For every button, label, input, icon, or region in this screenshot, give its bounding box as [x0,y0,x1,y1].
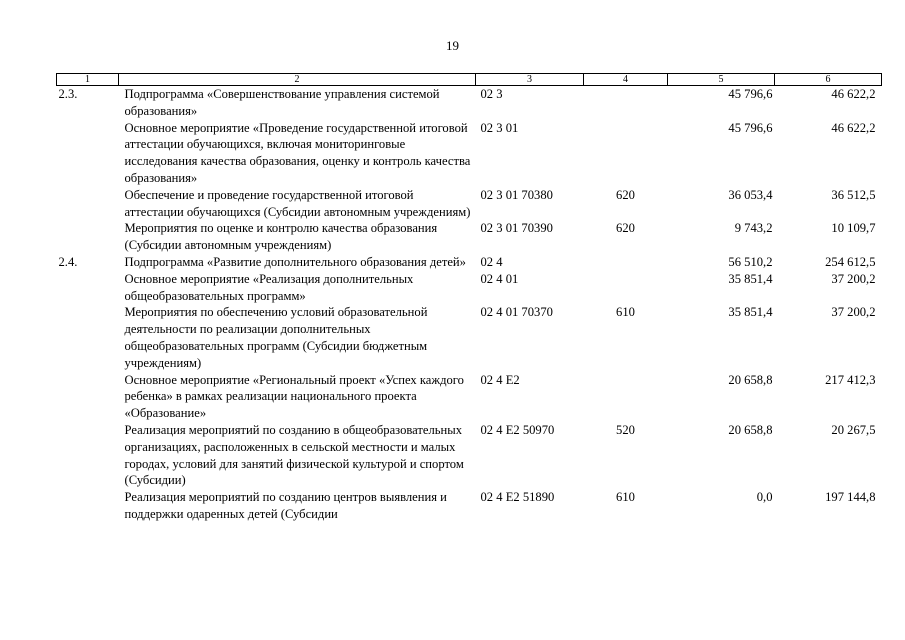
row-amount-col5: 20 658,8 [728,372,773,387]
row-amount-col5: 45 796,6 [728,87,773,101]
row-code: 02 3 01 70380 [480,187,553,202]
row-expense-type [584,120,668,187]
row-name: Основное мероприятие «Проведение государственной итоговой аттестации обучающихся, включая мониторинговые исследования качества образования, оценку и контроль качества образования» [124,120,471,185]
table-row [57,271,882,305]
row-code: 02 4 01 70370 [480,305,553,320]
row-amount-col6: 36 512,5 [831,187,876,202]
row-amount-col5: 45 796,6 [728,120,773,135]
row-name: Основное мероприятие «Реализация дополнительных общеобразовательных программ» [124,271,414,303]
row-code: 02 4 E2 50970 [480,422,555,437]
row-amount-col6: 46 622,2 [831,87,876,101]
row-number [57,220,119,254]
table-row [57,422,882,489]
row-number [57,187,119,221]
row-name: Мероприятия по обеспечению условий образовательной деятельности по реализации дополнительных общеобразовательных программ (Субсидии бюджетным учреждениям) [124,305,428,370]
column-header: 3 [476,74,584,86]
table-row [57,304,882,371]
row-amount-col6: 10 109,7 [831,221,876,236]
row-amount-col5: 9 743,2 [734,221,773,236]
row-expense-type: 620 [616,221,635,236]
table-body [57,86,882,523]
table-row [57,220,882,254]
row-number [57,372,119,422]
row-number [57,120,119,187]
row-number: 2.3. [58,87,78,101]
row-code: 02 4 E2 51890 [480,490,555,505]
table-header [57,74,882,86]
row-amount-col6: 197 144,8 [825,490,876,505]
row-amount-col6: 254 612,5 [825,254,876,269]
table-row [57,86,882,120]
row-code: 02 4 01 [480,271,519,286]
row-expense-type: 610 [616,305,635,320]
row-number: 2.4. [58,254,78,269]
row-code: 02 4 [480,254,503,269]
row-amount-col5: 35 851,4 [728,305,773,320]
page-number: 19 [446,38,459,53]
row-expense-type: 620 [616,187,635,202]
row-name: Реализация мероприятий по созданию в общеобразовательных организациях, расположенных в сельской местности и малых городах, условий для занятий физической культурой и спортом (Субсидии) [124,422,464,488]
column-header: 5 [668,74,775,86]
table-row [57,372,882,422]
column-header: 6 [775,74,882,86]
row-expense-type: 610 [616,490,635,505]
row-expense-type: 520 [616,422,635,437]
row-amount-col5: 36 053,4 [728,187,773,202]
row-number [57,271,119,305]
budget-table [56,73,882,523]
column-header: 2 [119,74,476,86]
row-name: Обеспечение и проведение государственной итоговой аттестации обучающихся (Субсидии автономным учреждениям) [124,187,471,219]
column-header: 4 [584,74,668,86]
row-amount-col6: 37 200,2 [831,305,876,320]
row-name: Реализация мероприятий по созданию центров выявления и поддержки одаренных детей (Субсидии [124,490,447,521]
row-code: 02 4 E2 [480,372,520,387]
row-name: Подпрограмма «Развитие дополнительного образования детей» [124,254,466,269]
row-code: 02 3 [480,87,503,101]
table-row [57,120,882,187]
row-code: 02 3 01 [480,120,519,135]
row-amount-col6: 217 412,3 [825,372,876,387]
row-amount-col6: 37 200,2 [831,271,876,286]
row-name: Подпрограмма «Совершенствование управления системой образования» [124,87,440,118]
row-amount-col5: 56 510,2 [728,254,773,269]
row-expense-type [584,254,668,271]
row-number [57,489,119,523]
row-amount-col6: 20 267,5 [831,422,876,437]
row-name: Мероприятия по оценке и контролю качества образования (Субсидии автономным учреждениям) [124,221,438,253]
column-header: 1 [57,74,119,86]
table-row [57,489,882,523]
table-row [57,187,882,221]
row-number [57,422,119,489]
row-amount-col5: 35 851,4 [728,271,773,286]
row-amount-col5: 20 658,8 [728,422,773,437]
row-expense-type [584,372,668,422]
table-row [57,254,882,271]
row-number [57,304,119,371]
row-expense-type [584,86,668,120]
column-number-row [57,74,882,86]
row-amount-col6: 46 622,2 [831,120,876,135]
row-expense-type [584,271,668,305]
row-amount-col5: 0,0 [756,490,773,505]
row-name: Основное мероприятие «Региональный проект «Успех каждого ребенка» в рамках реализации национального проекта «Образование» [124,372,464,421]
row-code: 02 3 01 70390 [480,221,553,236]
